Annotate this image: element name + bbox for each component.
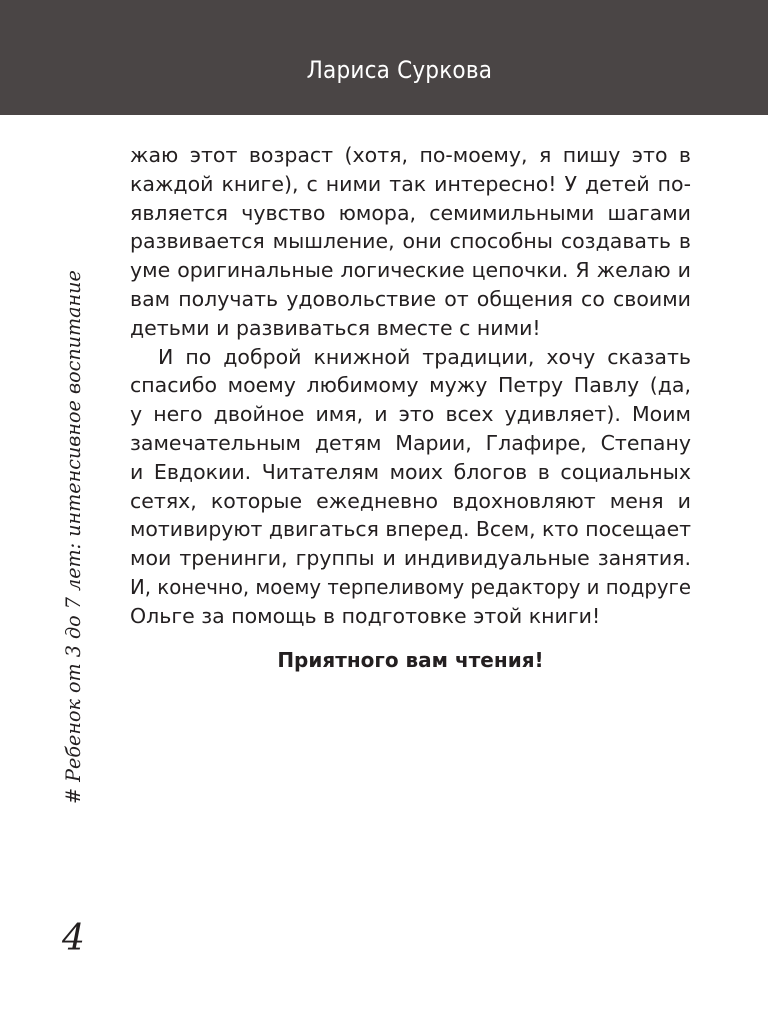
text-line: уме оригинальные логические цепочки. Я желаю и: [130, 258, 691, 283]
text-line: вам получать удовольствие от общения со своими: [130, 286, 691, 311]
text-line: детьми и развиваться вместе с ними!: [130, 315, 541, 340]
text-line: мотивируют двигаться вперед. Всем, кто посещает: [130, 517, 692, 542]
paragraph-2: [130, 343, 691, 631]
text-line: является чувство юмора, семимильными шагами: [130, 200, 691, 225]
text-line: замечательным детям Марии, Глафире, Степану: [130, 430, 691, 455]
body-text: [130, 141, 691, 631]
text-line: Ольге за помощь в подготовке этой книги!: [130, 603, 601, 628]
text-line: мои тренинги, группы и индивидуальные занятия.: [130, 546, 691, 571]
paragraph-1: [130, 141, 691, 343]
text-line: развивается мышление, они способны создавать в: [130, 229, 691, 254]
text-line: и Евдокии. Читателям моих блогов в социальных: [130, 459, 691, 484]
page-number: 4: [62, 918, 85, 959]
text-line: спасибо моему любимому мужу Петру Павлу (да,: [130, 373, 691, 398]
text-line: И по доброй книжной традиции, хочу сказать: [158, 344, 691, 369]
text-line: каждой книге), с ними так интересно! У детей по-: [130, 171, 691, 196]
running-header: [0, 0, 768, 115]
header-author-name: Лариса Суркова: [306, 56, 492, 84]
text-line: И, конечно, моему терпеливому редактору и подруге: [130, 574, 692, 599]
text-line: у него двойное имя, и это всех удивляет). Моим: [130, 402, 691, 427]
text-line: жаю этот возраст (хотя, по-моему, я пишу это в: [130, 143, 691, 167]
text-line: сетях, которые ежедневно вдохновляют меня и: [130, 488, 691, 513]
closing-line: Приятного вам чтения!: [277, 648, 544, 672]
vertical-book-title: # Ребенок от 3 до 7 лет: интенсивное воспитание: [62, 270, 85, 804]
